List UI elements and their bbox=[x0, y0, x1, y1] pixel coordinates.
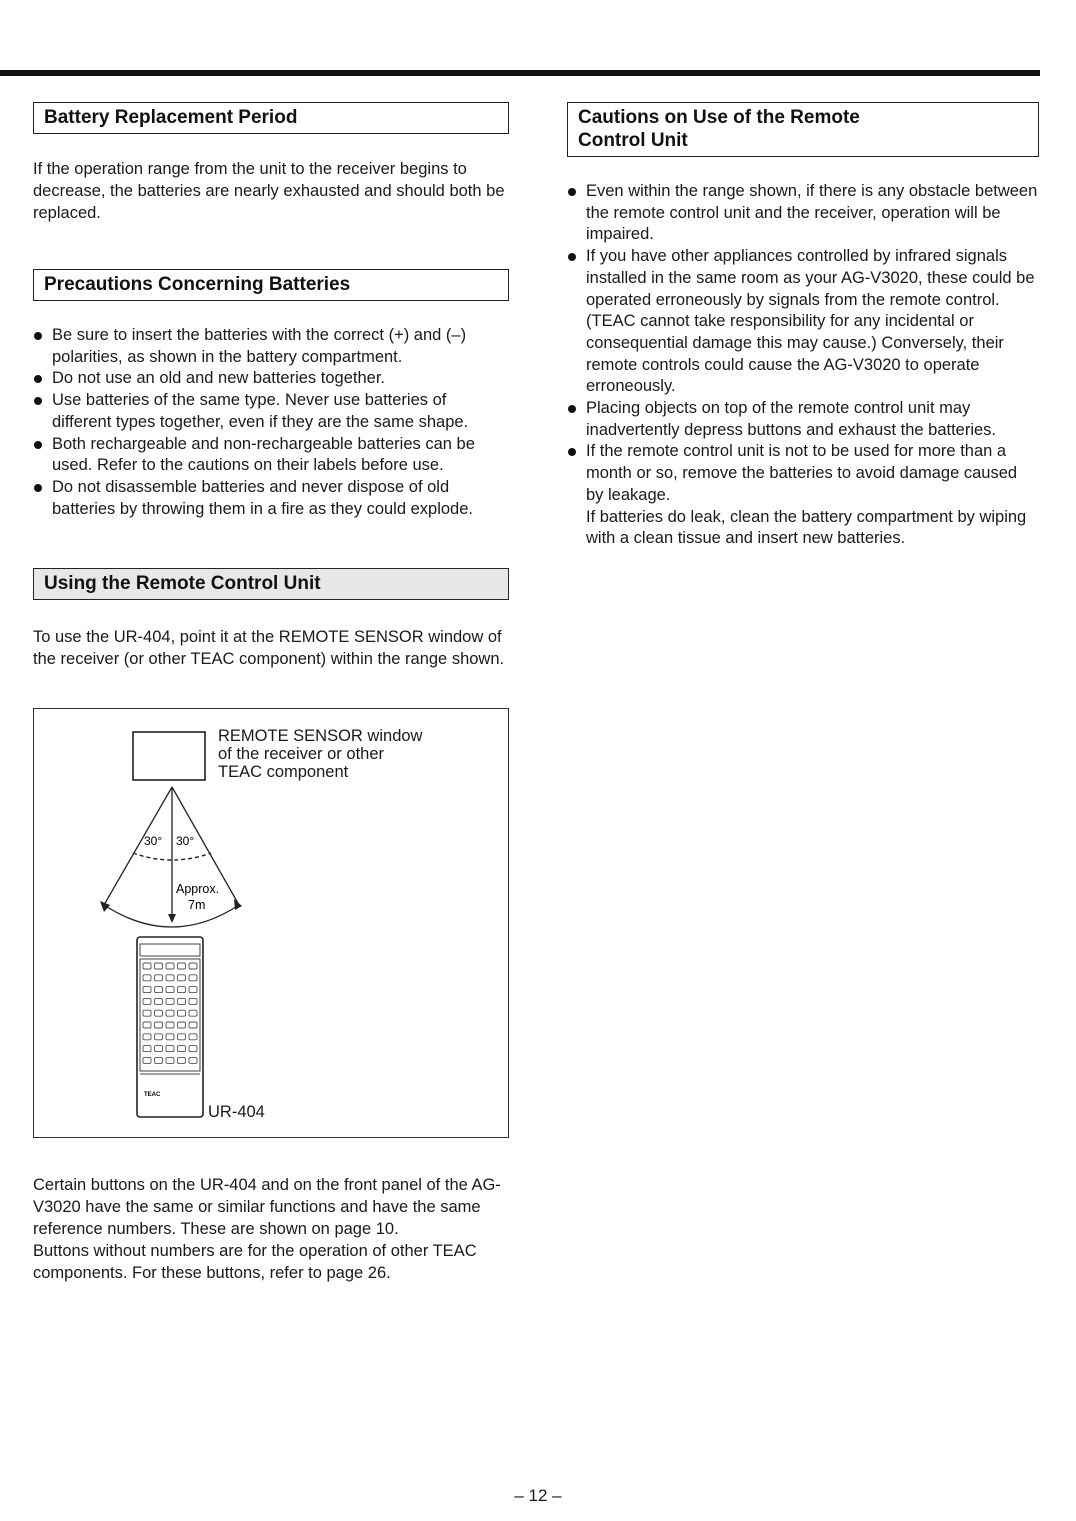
list-item: If the remote control unit is not to be used for more than a month or so, remove the batteries to avoid damage caused by leakage. If batteries do leak, clean the battery compartment by wiping with a clean tissue and insert new batteries. bbox=[567, 441, 1039, 550]
left-column bbox=[33, 102, 509, 1284]
distance-label-approx: Approx. bbox=[176, 882, 220, 897]
list-item: Even within the range shown, if there is any obstacle between the remote control unit and the receiver, operation will be impaired. bbox=[567, 181, 1039, 246]
remote-button-icon bbox=[166, 1022, 174, 1028]
remote-button-icon bbox=[155, 1034, 163, 1040]
other-components-note: Buttons without numbers are for the operation of other TEAC components. For these buttons, refer to page 26. bbox=[33, 1242, 477, 1283]
page-number: – 12 – bbox=[514, 1486, 562, 1505]
battery-replacement-text: If the operation range from the unit to the receiver begins to decrease, the batteries are nearly exhausted and should both be replaced. bbox=[33, 160, 505, 222]
remote-button-icon bbox=[143, 1058, 151, 1064]
remote-buttons bbox=[143, 963, 197, 1063]
remote-button-icon bbox=[143, 963, 151, 969]
angle-left-label: 30° bbox=[144, 834, 163, 849]
precautions-heading: Precautions Concerning Batteries bbox=[33, 269, 509, 301]
cautions-heading: Cautions on Use of the Remote Control Unit bbox=[567, 102, 1039, 157]
remote-button-icon bbox=[143, 1034, 151, 1040]
remote-button-icon bbox=[178, 999, 186, 1005]
remote-button-icon bbox=[189, 1046, 197, 1052]
center-arrowhead bbox=[168, 914, 176, 923]
remote-button-icon bbox=[155, 1046, 163, 1052]
remote-button-icon bbox=[189, 1022, 197, 1028]
remote-button-icon bbox=[143, 1011, 151, 1017]
list-item: If you have other appliances controlled by infrared signals installed in the same room as your AG-V3020, these could be operated erroneously by signals from the remote control. (TEAC cannot take responsibility for any incidental or consequential damage this may cause.) Conversely, their remote controls could cause the AG-V3020 to operate erroneously. bbox=[567, 246, 1039, 398]
using-remote-heading: Using the Remote Control Unit bbox=[33, 568, 509, 600]
remote-button-icon bbox=[155, 1011, 163, 1017]
remote-button-icon bbox=[189, 1011, 197, 1017]
remote-button-icon bbox=[166, 963, 174, 969]
remote-button-icon bbox=[189, 987, 197, 993]
remote-display-window bbox=[140, 944, 200, 956]
remote-button-icon bbox=[166, 1011, 174, 1017]
cautions-list bbox=[567, 181, 1039, 550]
using-remote-text: To use the UR-404, point it at the REMOTE SENSOR window of the receiver (or other TEAC component) within the range shown. bbox=[33, 628, 505, 669]
remote-button-icon bbox=[143, 987, 151, 993]
remote-button-icon bbox=[143, 999, 151, 1005]
remote-button-icon bbox=[178, 975, 186, 981]
remote-button-icon bbox=[178, 1046, 186, 1052]
list-item: Placing objects on top of the remote control unit may inadvertently depress buttons and exhaust the batteries. bbox=[567, 398, 1039, 441]
remote-button-icon bbox=[166, 975, 174, 981]
remote-button-icon bbox=[166, 1058, 174, 1064]
remote-button-icon bbox=[166, 987, 174, 993]
remote-button-icon bbox=[155, 1022, 163, 1028]
remote-button-icon bbox=[178, 1011, 186, 1017]
reference-note: Certain buttons on the UR-404 and on the front panel of the AG-V3020 have the same or similar functions and have the same reference numbers. These are shown on page 10. bbox=[33, 1176, 501, 1239]
remote-button-icon bbox=[178, 1022, 186, 1028]
battery-replacement-heading: Battery Replacement Period bbox=[33, 102, 509, 134]
remote-button-icon bbox=[189, 1034, 197, 1040]
list-item: Both rechargeable and non-rechargeable batteries can be used. Refer to the cautions on their labels before use. bbox=[33, 434, 509, 477]
remote-button-icon bbox=[155, 987, 163, 993]
angle-right-label: 30° bbox=[176, 834, 195, 849]
remote-button-icon bbox=[166, 1034, 174, 1040]
sensor-window-icon bbox=[133, 732, 205, 780]
sensor-window-label: REMOTE SENSOR window of the receiver or other TEAC component bbox=[218, 727, 423, 782]
remote-button-icon bbox=[178, 1034, 186, 1040]
top-rule bbox=[0, 70, 1040, 76]
precautions-list bbox=[33, 325, 509, 520]
list-item: Do not disassemble batteries and never dispose of old batteries by throwing them in a fire as they could explode. bbox=[33, 477, 509, 520]
remote-button-icon bbox=[178, 963, 186, 969]
right-arrowhead bbox=[234, 899, 242, 910]
remote-button-icon bbox=[189, 963, 197, 969]
remote-button-icon bbox=[143, 1046, 151, 1052]
remote-button-icon bbox=[143, 1022, 151, 1028]
remote-button-icon bbox=[166, 1046, 174, 1052]
remote-brand-logo: TEAC bbox=[144, 1092, 161, 1099]
remote-button-icon bbox=[155, 999, 163, 1005]
right-column bbox=[567, 102, 1039, 550]
remote-model-label: UR-404 bbox=[208, 1103, 265, 1122]
list-item: Be sure to insert the batteries with the correct (+) and (–) polarities, as shown in the battery compartment. bbox=[33, 325, 509, 368]
list-item: Use batteries of the same type. Never use batteries of different types together, even if they are the same shape. bbox=[33, 390, 509, 433]
remote-button-icon bbox=[189, 1058, 197, 1064]
remote-button-icon bbox=[178, 987, 186, 993]
remote-button-icon bbox=[155, 1058, 163, 1064]
remote-button-icon bbox=[178, 1058, 186, 1064]
remote-button-icon bbox=[189, 975, 197, 981]
remote-button-icon bbox=[155, 963, 163, 969]
remote-button-icon bbox=[155, 975, 163, 981]
remote-range-diagram bbox=[33, 708, 509, 1138]
list-item: Do not use an old and new batteries together. bbox=[33, 368, 509, 390]
remote-button-icon bbox=[166, 999, 174, 1005]
remote-button-icon bbox=[143, 975, 151, 981]
distance-label-value: 7m bbox=[188, 898, 206, 913]
remote-button-icon bbox=[189, 999, 197, 1005]
